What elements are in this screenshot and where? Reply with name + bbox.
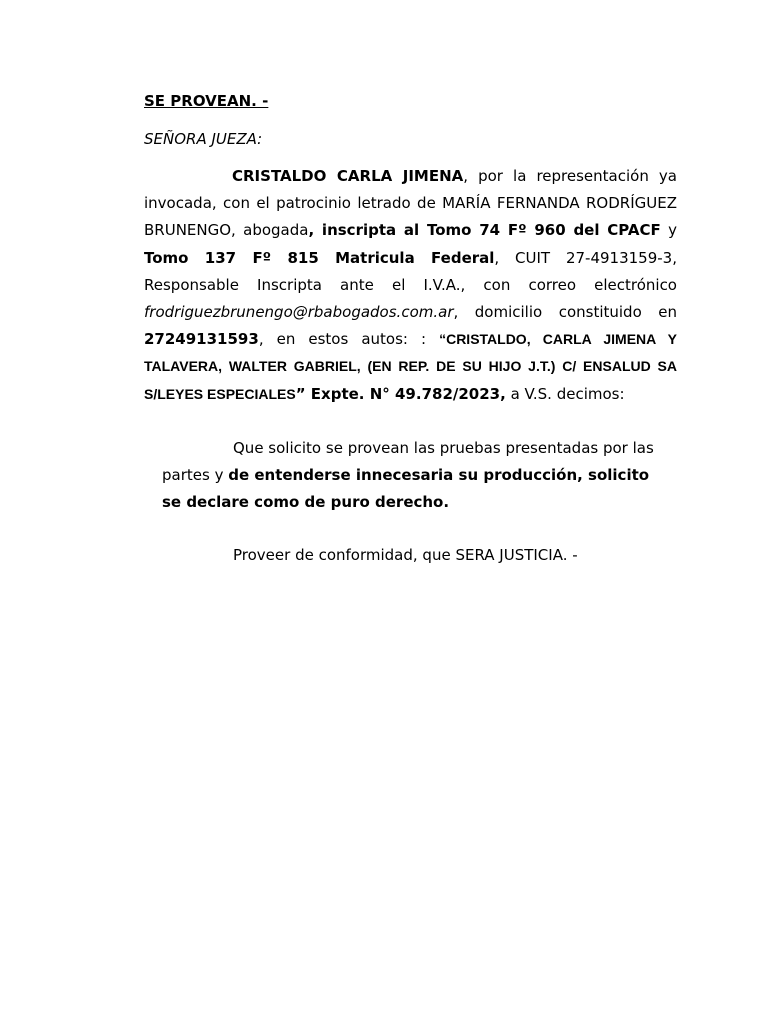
intro-paragraph <box>144 163 677 408</box>
case-title: “CRISTALDO, CARLA JIMENA Y TALAVERA, WALTER GABRIEL, (EN REP. DE SU HIJO J.T.) C/ ENSALUD SA S/LEYES ESPECIALES <box>144 331 677 402</box>
intro-text-6: a V.S. decimos: <box>505 384 625 403</box>
document-title: SE PROVEAN. - <box>144 92 269 110</box>
constituted-domicile: 27249131593 <box>144 330 259 349</box>
intro-text-5: , en estos autos: : <box>258 330 440 349</box>
request-block <box>162 435 659 517</box>
request-paragraph <box>162 435 659 517</box>
request-bold-text: de entenderse innecesaria su producción, solicito se declare como de puro derecho. <box>162 466 650 512</box>
intro-text-1: , por la representación ya invocada, con el patrocinio letrado de MARÍA FERNANDA RODRÍGUEZ BRUNENGO, abogada <box>144 167 677 240</box>
registration-federal: Tomo 137 Fº 815 Matricula Federal <box>144 248 495 267</box>
closing-paragraph: Proveer de conformidad, que SERA JUSTICIA. - <box>233 546 578 565</box>
email-address: frodriguezbrunengo@rbabogados.com.ar <box>144 303 454 322</box>
intro-text-2: y <box>660 221 677 240</box>
request-text: Que solicito se provean las pruebas presentadas por las partes y <box>162 438 654 485</box>
party-name: CRISTALDO CARLA JIMENA <box>232 167 464 185</box>
salutation: SEÑORA JUEZA: <box>144 130 263 148</box>
registration-cpacf: , inscripta al Tomo 74 Fº 960 del CPACF <box>308 221 661 240</box>
intro-text-4: , domicilio constituido en <box>453 303 677 322</box>
intro-text-3: , CUIT 27-4913159-3, Responsable Inscripta ante el I.V.A., con correo electrónico <box>144 248 677 294</box>
document-page <box>144 88 677 569</box>
case-number: ” Expte. N° 49.782/2023, <box>295 384 506 403</box>
